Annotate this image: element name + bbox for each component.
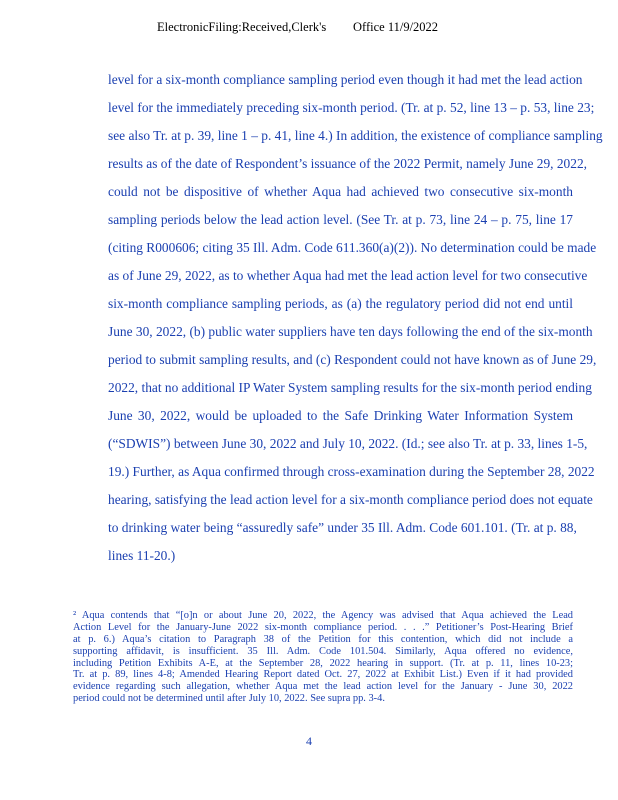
body-line: (citing R000606; citing 35 Ill. Adm. Code 611.360(a)(2)). No determination could be made bbox=[108, 240, 597, 255]
filing-stamp-label: ElectronicFiling:Received,Clerk's bbox=[157, 20, 327, 34]
body-line: sampling periods below the lead action level. (See Tr. at p. 73, line 24 – p. 75, line 17 bbox=[108, 212, 573, 227]
footnote-line: evidence regarding such allegation, whether Aqua met the lead action level for the January - June 30, 2022 bbox=[73, 681, 573, 693]
body-line: see also Tr. at p. 39, line 1 – p. 41, line 4.) In addition, the existence of compliance sampling bbox=[108, 128, 603, 143]
page-number: 4 bbox=[306, 734, 312, 748]
footnote bbox=[73, 610, 573, 705]
footnote-line: supporting affidavit, is insufficient. 35 Ill. Adm. Code 101.504. Similarly, Aqua offered no evidence, bbox=[73, 645, 573, 657]
body-line: period to submit sampling results, and (c) Respondent could not have known as of June 29, bbox=[108, 352, 597, 367]
body-line: six-month compliance sampling periods, as (a) the regulatory period did not end until bbox=[108, 296, 573, 311]
footnote-line: Tr. at p. 89, lines 4-8; Amended Hearing Report dated Oct. 27, 2022 at Exhibit List.) Even if it had provided bbox=[73, 669, 573, 681]
body-line: hearing, satisfying the lead action level for a six-month compliance period does not equate bbox=[108, 492, 593, 507]
body-line: June 30, 2022, would be uploaded to the Safe Drinking Water Information System bbox=[108, 408, 573, 423]
footnote-line: period could not be determined until after July 10, 2022. See supra pp. 3-4. bbox=[73, 693, 385, 705]
body-line: June 30, 2022, (b) public water suppliers have ten days following the end of the six-month bbox=[108, 324, 593, 339]
body-line: level for the immediately preceding six-month period. (Tr. at p. 52, line 13 – p. 53, line 23; bbox=[108, 100, 595, 115]
footnote-line: including Petition Exhibits A-E, at the September 28, 2022 hearing in support. (Tr. at p. 11, lines 10-23; bbox=[73, 657, 573, 669]
body-line: to drinking water being “assuredly safe” under 35 Ill. Adm. Code 601.101. (Tr. at p. 88, bbox=[108, 520, 577, 535]
filing-date: Office 11/9/2022 bbox=[353, 20, 439, 34]
body-line: (“SDWIS”) between June 30, 2022 and July 10, 2022. (Id.; see also Tr. at p. 33, lines 1-5, bbox=[108, 436, 588, 451]
body-line: lines 11-20.) bbox=[108, 548, 176, 563]
body-line: as of June 29, 2022, as to whether Aqua had met the lead action level for two consecutive bbox=[108, 268, 588, 283]
body-line: level for a six-month compliance sampling period even though it had met the lead action bbox=[108, 72, 583, 87]
body-line: 2022, that no additional IP Water System sampling results for the six-month period ending bbox=[108, 380, 592, 395]
body-line: 19.) Further, as Aqua confirmed through cross-examination during the September 28, 2022 bbox=[108, 464, 595, 479]
footnote-line: ² Aqua contends that “[o]n or about June 20, 2022, the Agency was advised that Aqua achieved the Lead bbox=[73, 610, 573, 621]
footnote-line: at p. 6.) Aqua’s citation to Paragraph 38 of the Petition for this contention, which did not include a bbox=[73, 633, 573, 645]
body-line: could not be dispositive of whether Aqua had achieved two consecutive six-month bbox=[108, 184, 573, 199]
body-line: results as of the date of Respondent’s issuance of the 2022 Permit, namely June 29, 2022, bbox=[108, 156, 587, 171]
footnote-line: Action Level for the January-June 2022 six-month compliance period. . . .” Petitioner’s Post-Hearing Brief bbox=[73, 621, 573, 633]
body-paragraph bbox=[108, 70, 603, 574]
